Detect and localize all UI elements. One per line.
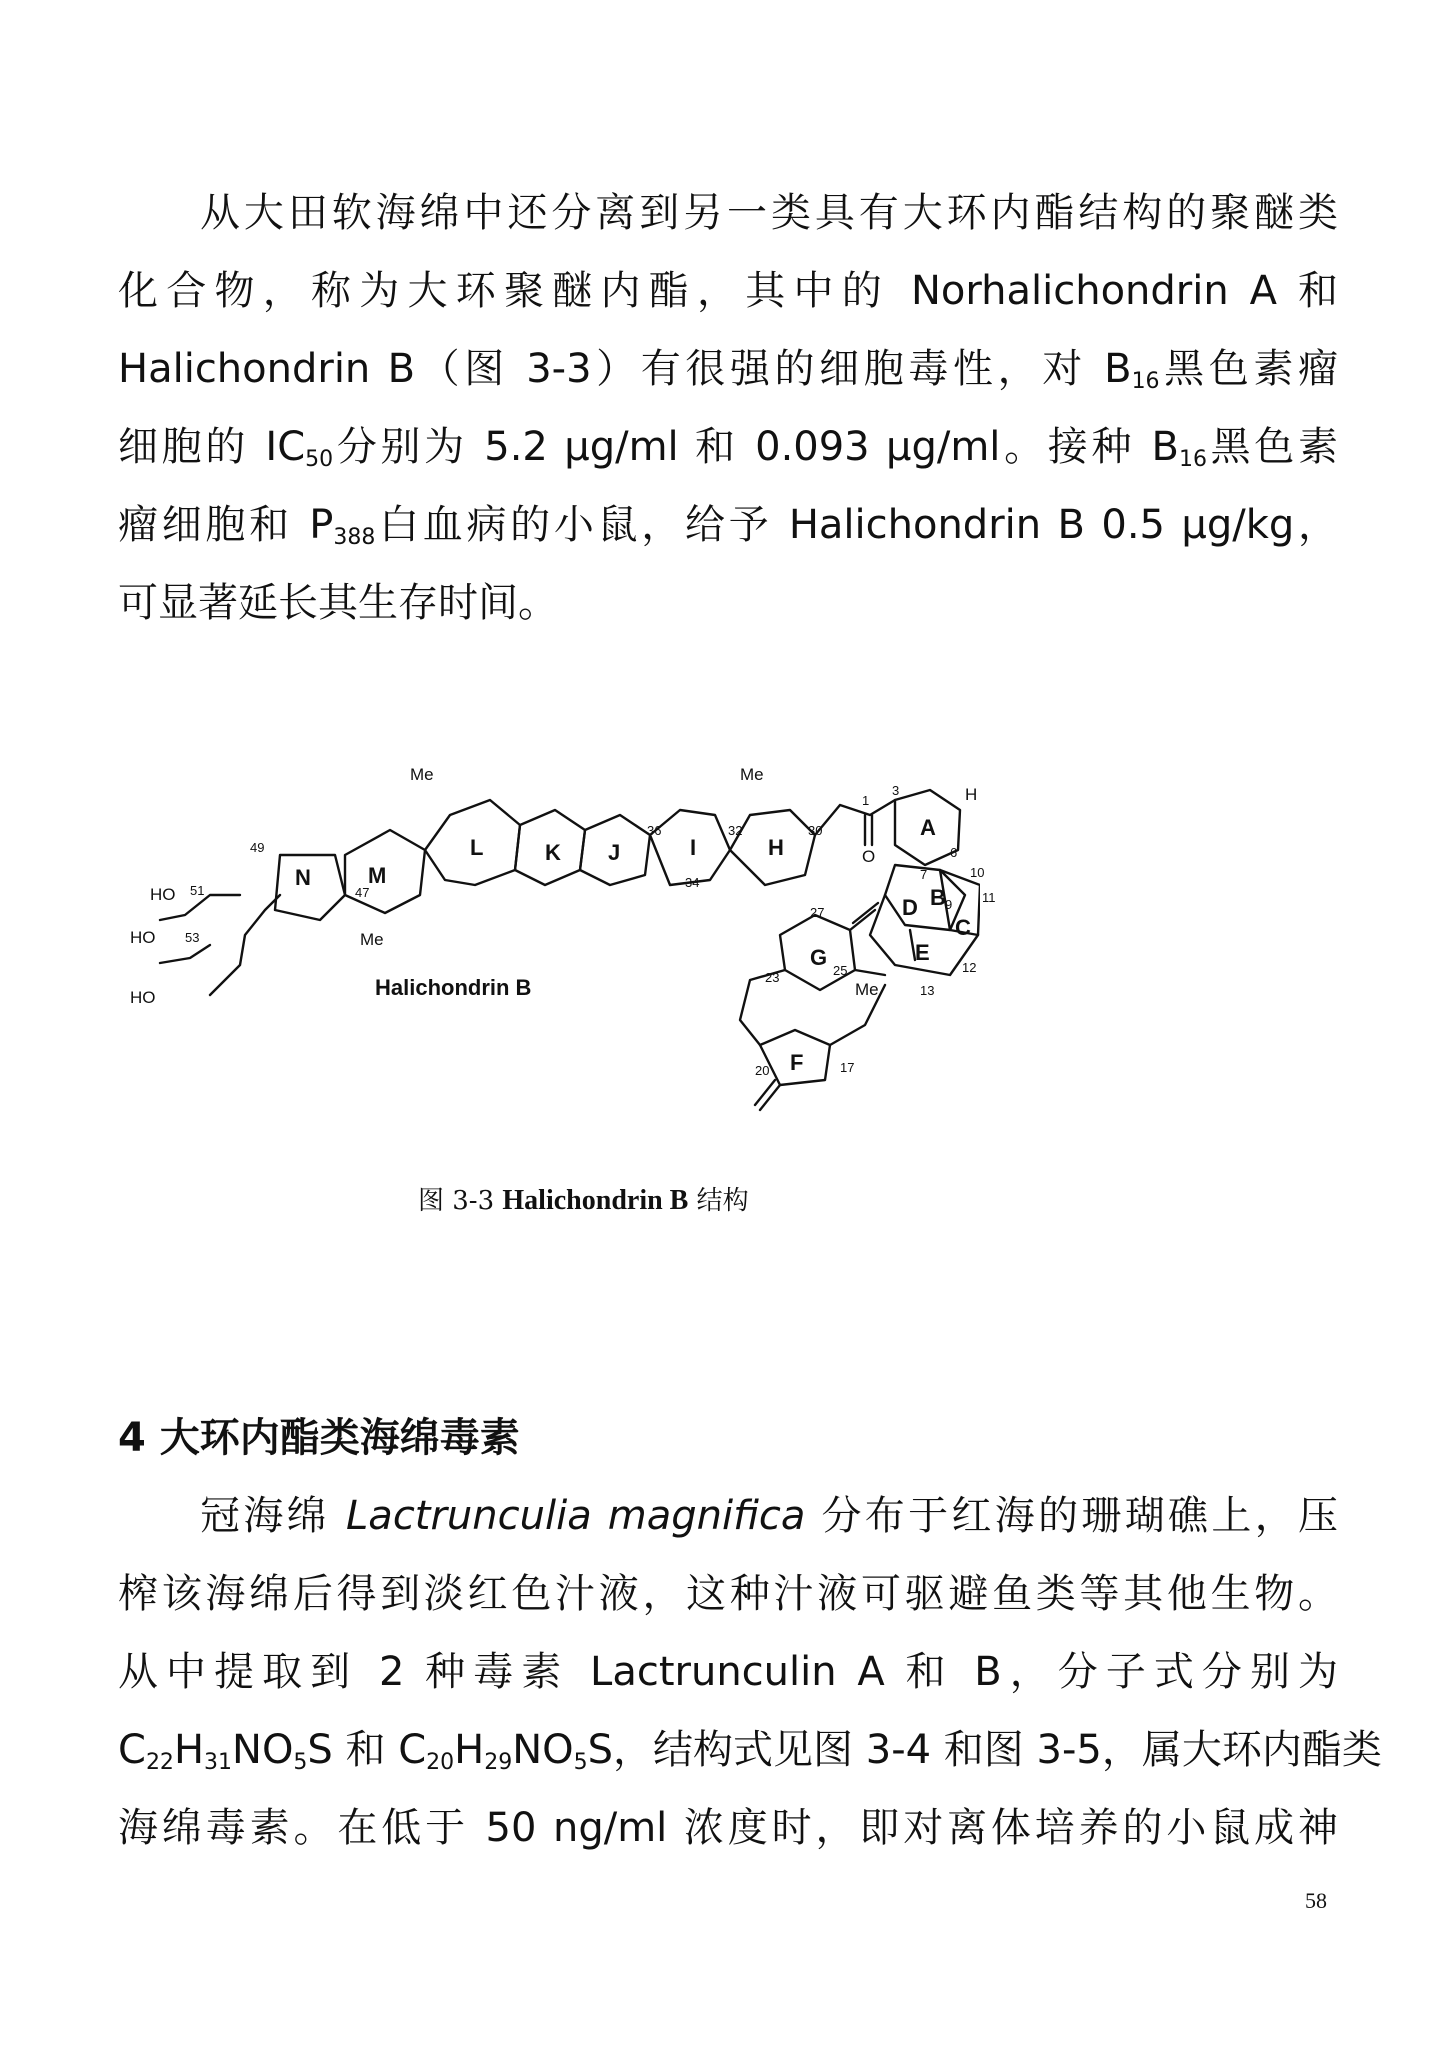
text-line: 榨该海绵后得到淡红色汁液，这种汁液可驱避鱼类等其他生物。 — [118, 1571, 1338, 1617]
ring-label-a: A — [920, 815, 936, 840]
position-number: 20 — [755, 1063, 770, 1078]
position-number: 7 — [920, 867, 928, 882]
ring-label-f: F — [790, 1050, 804, 1075]
position-number: 1 — [862, 793, 870, 808]
position-number: 3 — [892, 783, 900, 798]
text-line: Halichondrin B（图 3-3）有很强的细胞毒性，对 $B_{16}$黑色素瘤 — [118, 346, 1338, 394]
ring-label-c: C — [955, 915, 971, 940]
position-number: 9 — [945, 897, 953, 912]
compound-name-label: Halichondrin B — [375, 975, 532, 1000]
position-number: 53 — [185, 930, 200, 945]
position-number: 12 — [962, 960, 977, 975]
position-number: 36 — [647, 823, 662, 838]
ring-label-i: I — [690, 835, 697, 860]
ring-label-n: N — [295, 865, 311, 890]
methyl-label: Me — [410, 765, 434, 784]
position-number: 11 — [982, 890, 996, 905]
position-number: 30 — [808, 823, 823, 838]
ring-label-m: M — [368, 863, 387, 888]
ring-label-k: K — [545, 840, 561, 865]
chemical-structure — [150, 745, 980, 1145]
ring-label-g: G — [810, 945, 828, 970]
position-number: 51 — [190, 883, 205, 898]
position-number: 34 — [685, 875, 700, 890]
text-line: 可显著延长其生存时间。 — [118, 580, 558, 626]
ring-label-h: H — [768, 835, 784, 860]
position-number: 13 — [920, 983, 935, 998]
oxygen-label: O — [862, 847, 876, 866]
ring-label-j: J — [608, 840, 621, 865]
position-number: 47 — [355, 885, 370, 900]
methyl-label: Me — [855, 980, 879, 999]
ring-label-b: B — [930, 885, 946, 910]
position-number: 32 — [728, 823, 743, 838]
position-number: 23 — [765, 970, 780, 985]
ring-label-d: D — [902, 895, 918, 920]
text-line: 从大田软海绵中还分离到另一类具有大环内酯结构的聚醚类 — [200, 190, 1338, 236]
text-line: 冠海绵 Lactrunculia magnifica 分布于红海的珊瑚礁上，压 — [200, 1493, 1339, 1539]
position-number: 17 — [840, 1060, 855, 1075]
text-line: 海绵毒素。在低于 50 ng/ml 浓度时，即对离体培养的小鼠成神 — [118, 1805, 1338, 1851]
figure-caption: 图 3-3 Halichondrin B 结构 — [418, 1185, 749, 1216]
ring-label-l: L — [470, 835, 484, 860]
position-number: 6 — [950, 845, 958, 860]
position-number: 27 — [810, 905, 825, 920]
position-number: 49 — [250, 840, 265, 855]
text-line: 瘤细胞和 $P_{388}$白血病的小鼠，给予 Halichondrin B 0.5 μg/kg， — [118, 502, 1338, 550]
text-line: 细胞的 $IC_{50}$分别为 5.2 μg/ml 和 0.093 μg/ml。接种 $B_{16}$黑色素 — [118, 424, 1338, 472]
species-name: Lactrunculia magnifica — [346, 1493, 806, 1539]
hydroxyl-label: HO — [130, 988, 156, 1007]
text-line: $C_{22}H_{31}NO_5S$ 和 $C_{20}H_{29}NO_5S$，结构式见图 3-4 和图 3-5，属大环内酯类 — [118, 1727, 1382, 1775]
text-line: 从中提取到 2 种毒素 Lactrunculin A 和 B，分子式分别为 — [118, 1649, 1338, 1695]
page-number: 58 — [1305, 1888, 1327, 1913]
hydroxyl-label: HO — [130, 928, 156, 947]
methyl-label: Me — [740, 765, 764, 784]
section-heading: 4 大环内酯类海绵毒素 — [118, 1415, 520, 1461]
methyl-label: Me — [360, 930, 384, 949]
text-line: 化合物，称为大环聚醚内酯，其中的 Norhalichondrin A 和 — [118, 268, 1338, 314]
position-number: 10 — [970, 865, 985, 880]
position-number: 25 — [833, 963, 848, 978]
ring-label-e: E — [915, 940, 930, 965]
hydrogen-label: H — [965, 785, 978, 804]
hydroxyl-label: HO — [150, 885, 176, 904]
